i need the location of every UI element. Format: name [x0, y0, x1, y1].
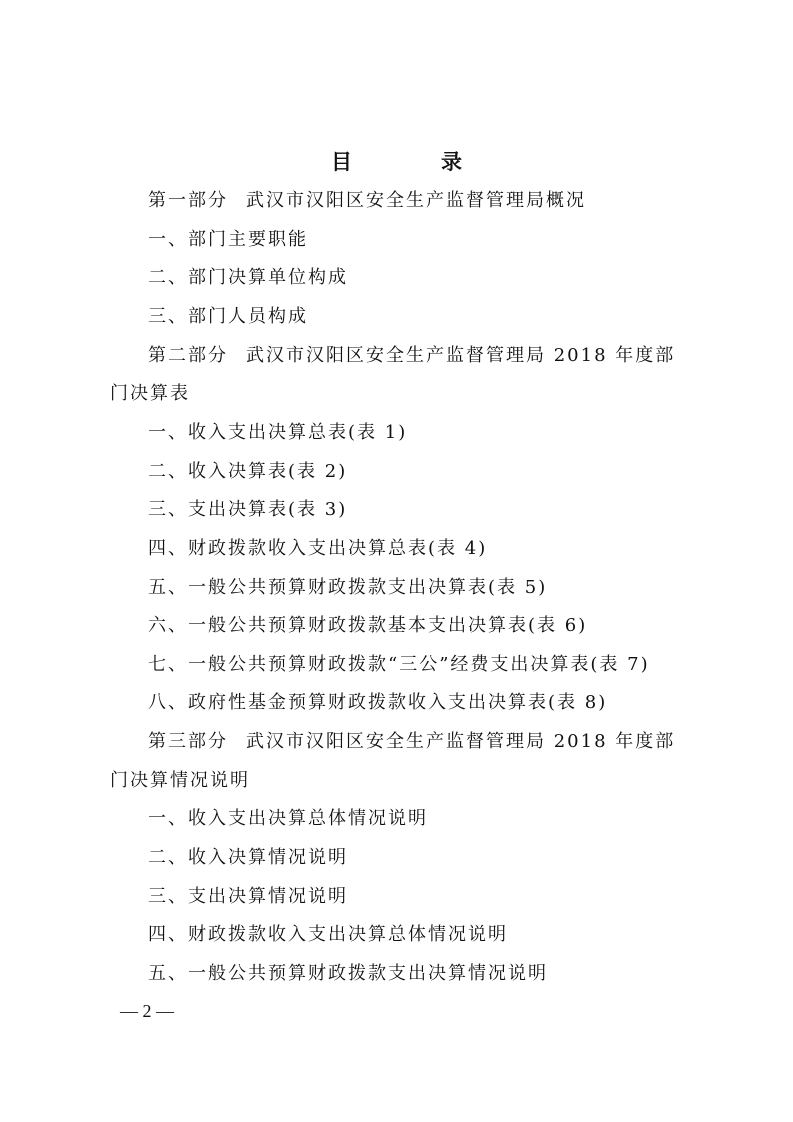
toc-item: 五、一般公共预算财政拨款支出决算表(表 5)	[148, 577, 548, 598]
toc-item: 四、财政拨款收入支出决算总体情况说明	[148, 924, 508, 945]
part-label: 第三部分	[148, 731, 228, 752]
toc-item: 七、一般公共预算财政拨款“三公”经费支出决算表(表 7)	[148, 654, 650, 675]
toc-item: 一、收入支出决算总体情况说明	[148, 808, 428, 829]
part-name: 武汉市汉阳区安全生产监督管理局 2018 年度部	[246, 345, 676, 366]
toc-item: 一、收入支出决算总表(表 1)	[148, 422, 408, 443]
toc-title: 目 录	[331, 149, 496, 174]
toc-item: 二、收入决算表(表 2)	[148, 461, 348, 482]
part-label: 第一部分	[148, 190, 228, 211]
toc-item: 二、部门决算单位构成	[148, 267, 348, 288]
toc-part-1	[148, 188, 586, 214]
part-label: 第二部分	[148, 345, 228, 366]
toc-item: 二、收入决算情况说明	[148, 847, 348, 868]
toc-item: 三、支出决算情况说明	[148, 886, 348, 907]
toc-part-3	[148, 729, 675, 755]
toc-part-2	[148, 343, 675, 369]
part-name: 武汉市汉阳区安全生产监督管理局 2018 年度部	[246, 731, 676, 752]
toc-item: 三、部门人员构成	[148, 306, 308, 327]
toc-item: 六、一般公共预算财政拨款基本支出决算表(表 6)	[148, 615, 588, 636]
toc-item: 八、政府性基金预算财政拨款收入支出决算表(表 8)	[148, 692, 608, 713]
toc-item: 四、财政拨款收入支出决算总表(表 4)	[148, 538, 488, 559]
part-name: 武汉市汉阳区安全生产监督管理局概况	[246, 190, 586, 211]
toc-part-3-cont: 门决算情况说明	[110, 770, 250, 791]
toc-part-2-cont: 门决算表	[110, 383, 190, 404]
toc-item: 三、支出决算表(表 3)	[148, 499, 348, 520]
toc-item: 五、一般公共预算财政拨款支出决算情况说明	[148, 963, 548, 984]
page-number: — 2 —	[120, 1001, 174, 1021]
toc-item: 一、部门主要职能	[148, 229, 308, 250]
